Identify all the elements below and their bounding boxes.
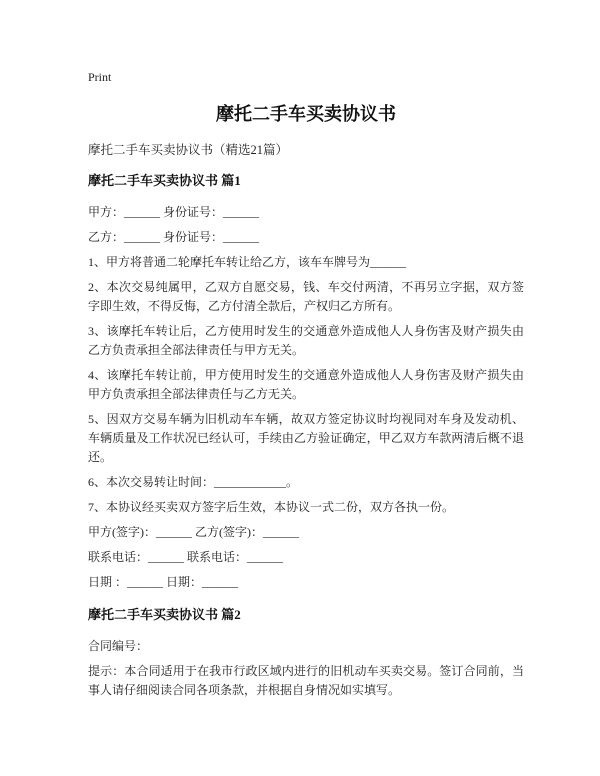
section-1-heading: 摩托二手车买卖协议书 篇1 <box>88 173 241 188</box>
date-line: 日期 ：______ 日期：______ <box>88 575 239 589</box>
party-a-id-line: 甲方：______ 身份证号：______ <box>88 205 260 219</box>
clause-1: 1、甲方将普通二轮摩托车转让给乙方，该车车牌号为______ <box>88 255 407 269</box>
document-content <box>88 0 524 706</box>
clause-3: 3、该摩托车转让后，乙方使用时发生的交通意外造成他人人身伤害及财产损失由乙方负责承担全部法律责任与甲方无关。 <box>88 324 524 357</box>
notice-paragraph: 提示：本合同适用于在我市行政区域内进行的旧机动车买卖交易。签订合同前，当事人请仔细阅读合同各项条款，并根据自身情况如实填写。 <box>88 664 524 697</box>
clause-4: 4、该摩托车转让前，甲方使用时发生的交通意外造成他人人身伤害及财产损失由甲方负责承担全部法律责任与乙方无关。 <box>88 368 524 401</box>
clause-2: 2、本次交易纯属甲，乙双方自愿交易，钱、车交付两清，不再另立字据，双方签字即生效，不得反悔，乙方付清全款后，产权归乙方所有。 <box>88 280 524 313</box>
party-b-id-line: 乙方：______ 身份证号：______ <box>88 230 260 244</box>
contract-number-line: 合同编号： <box>88 639 149 653</box>
phone-line: 联系电话：______ 联系电话：______ <box>88 550 284 564</box>
document-subtitle: 摩托二手车买卖协议书（精选21篇） <box>88 143 289 157</box>
clause-6: 6、本次交易转让时间：____________。 <box>88 475 299 489</box>
clause-7: 7、本协议经买卖双方签字后生效，本协议一式二份，双方各执一份。 <box>88 500 455 514</box>
clause-5: 5、因双方交易车辆为旧机动车车辆，故双方签定协议时均视同对车身及发动机、车辆质量及工作状况已经认可，手续由乙方验证确定，甲乙双方车款两清后概不退还。 <box>88 412 524 464</box>
print-button[interactable]: Print <box>88 70 112 84</box>
signature-line: 甲方(签字)：______ 乙方(签字)：______ <box>88 525 299 539</box>
section-2-heading: 摩托二手车买卖协议书 篇2 <box>88 607 241 622</box>
page-title: 摩托二手车买卖协议书 <box>216 104 396 124</box>
